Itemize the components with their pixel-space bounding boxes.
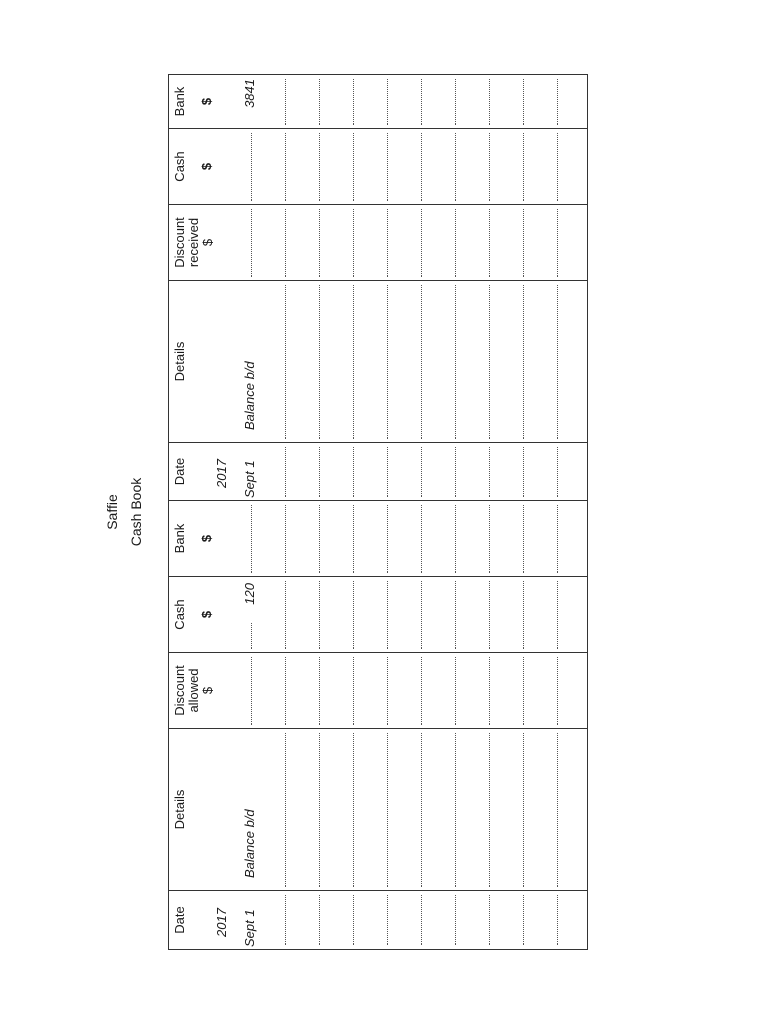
dotted-entry-line	[387, 581, 388, 649]
debit-cash-header	[173, 577, 214, 652]
credit-bank-header	[173, 75, 214, 128]
dotted-entry-line	[557, 209, 558, 277]
dotted-entry-line	[489, 581, 490, 649]
dotted-entry-line	[353, 657, 354, 725]
dotted-entry-line	[421, 733, 422, 887]
dotted-entry-line	[387, 657, 388, 725]
dotted-entry-line	[489, 79, 490, 125]
dotted-entry-line	[285, 285, 286, 439]
credit-bank-currency: $	[199, 97, 214, 106]
credit-row-date: Sept 1	[242, 460, 257, 498]
debit-discount-header-line1: Discount	[172, 665, 187, 716]
dotted-entry-line	[251, 505, 252, 573]
dotted-entry-line	[251, 209, 252, 277]
dotted-entry-line	[455, 733, 456, 887]
dotted-entry-line	[319, 209, 320, 277]
dotted-entry-line	[387, 733, 388, 887]
dotted-entry-line	[421, 581, 422, 649]
credit-date-header: Date	[172, 457, 187, 486]
dotted-entry-line	[319, 447, 320, 497]
credit-cash-header	[173, 129, 214, 204]
credit-row-details: Balance b/d	[242, 361, 257, 430]
credit-details-column	[169, 281, 587, 443]
dotted-entry-line	[285, 447, 286, 497]
dotted-entry-line	[557, 447, 558, 497]
dotted-entry-line	[319, 733, 320, 887]
credit-date-column	[169, 443, 587, 501]
dotted-entry-line	[489, 209, 490, 277]
dotted-entry-line	[285, 79, 286, 125]
credit-cash-column	[169, 129, 587, 205]
credit-bank-column	[169, 75, 587, 129]
dotted-entry-line	[285, 209, 286, 277]
dotted-entry-line	[319, 79, 320, 125]
dotted-entry-line	[455, 657, 456, 725]
dotted-entry-line	[319, 505, 320, 573]
credit-year: 2017	[214, 459, 229, 488]
debit-bank-currency: $	[199, 534, 214, 543]
dotted-entry-line	[285, 733, 286, 887]
dotted-entry-line	[489, 895, 490, 945]
credit-discount-header-line1: Discount	[172, 217, 187, 268]
dotted-entry-line	[523, 133, 524, 201]
debit-discount-column	[169, 653, 587, 729]
dotted-entry-line	[353, 285, 354, 439]
debit-bank-column	[169, 501, 587, 577]
dotted-entry-line	[557, 657, 558, 725]
debit-date-header: Date	[172, 906, 187, 934]
dotted-entry-line	[353, 895, 354, 945]
dotted-entry-line	[523, 733, 524, 887]
debit-row-details: Balance b/d	[242, 809, 257, 878]
dotted-entry-line	[523, 895, 524, 945]
dotted-entry-line	[285, 133, 286, 201]
dotted-entry-line	[421, 505, 422, 573]
debit-discount-header	[173, 653, 215, 728]
credit-discount-header	[173, 205, 215, 280]
dotted-entry-line	[353, 79, 354, 125]
dotted-entry-line	[421, 133, 422, 201]
dotted-entry-line	[353, 581, 354, 649]
dotted-entry-line	[455, 581, 456, 649]
dotted-entry-line	[319, 581, 320, 649]
dotted-entry-line	[523, 447, 524, 497]
credit-cash-header-label: Cash	[172, 151, 187, 182]
cash-book-table	[168, 74, 588, 950]
debit-cash-currency: $	[199, 610, 214, 619]
dotted-entry-line	[353, 733, 354, 887]
debit-row-date: Sept 1	[242, 909, 257, 947]
dotted-entry-line	[285, 895, 286, 945]
debit-year: 2017	[214, 908, 229, 937]
credit-discount-column	[169, 205, 587, 281]
debit-cash-header-label: Cash	[172, 599, 187, 630]
dotted-entry-line	[455, 79, 456, 125]
dotted-entry-line	[421, 447, 422, 497]
dotted-entry-line	[421, 285, 422, 439]
dotted-entry-line	[421, 895, 422, 945]
dotted-entry-line	[387, 209, 388, 277]
dotted-entry-line	[319, 657, 320, 725]
dotted-entry-line	[523, 505, 524, 573]
dotted-entry-line	[557, 581, 558, 649]
debit-details-column	[169, 729, 587, 891]
dotted-entry-line	[251, 133, 252, 201]
dotted-entry-line	[421, 657, 422, 725]
dotted-entry-line	[353, 447, 354, 497]
dotted-entry-line	[489, 133, 490, 201]
dotted-entry-line	[319, 133, 320, 201]
debit-discount-header-line2: allowed	[186, 668, 201, 713]
dotted-entry-line	[387, 505, 388, 573]
dotted-entry-line	[523, 657, 524, 725]
dotted-entry-line	[387, 133, 388, 201]
dotted-entry-line	[455, 209, 456, 277]
dotted-entry-line	[319, 285, 320, 439]
dotted-entry-line	[455, 285, 456, 439]
credit-discount-currency: $	[200, 238, 215, 247]
dotted-entry-line	[489, 447, 490, 497]
dotted-entry-line	[319, 895, 320, 945]
dotted-entry-line	[557, 505, 558, 573]
dotted-entry-line	[353, 133, 354, 201]
debit-discount-currency: $	[200, 686, 215, 695]
dotted-entry-line	[523, 209, 524, 277]
debit-bank-header	[173, 501, 214, 576]
dotted-entry-line	[557, 733, 558, 887]
dotted-entry-line	[455, 895, 456, 945]
dotted-entry-line	[285, 657, 286, 725]
credit-discount-header-line2: received	[186, 217, 201, 268]
dotted-entry-line	[455, 447, 456, 497]
dotted-entry-line	[421, 79, 422, 125]
dotted-entry-line	[489, 505, 490, 573]
credit-details-header: Details	[172, 341, 187, 382]
debit-row-cash: 120	[242, 583, 257, 605]
debit-date-column	[169, 891, 587, 949]
dotted-entry-line	[251, 623, 252, 649]
dotted-entry-line	[489, 285, 490, 439]
dotted-entry-line	[489, 733, 490, 887]
dotted-entry-line	[285, 505, 286, 573]
credit-cash-currency: $	[199, 162, 214, 171]
dotted-entry-line	[523, 79, 524, 125]
dotted-entry-line	[557, 895, 558, 945]
book-title: Cash Book	[128, 477, 144, 547]
dotted-entry-line	[387, 447, 388, 497]
dotted-entry-line	[387, 895, 388, 945]
dotted-entry-line	[523, 285, 524, 439]
dotted-entry-line	[353, 209, 354, 277]
dotted-entry-line	[557, 285, 558, 439]
debit-details-header: Details	[172, 789, 187, 830]
dotted-entry-line	[421, 209, 422, 277]
dotted-entry-line	[557, 133, 558, 201]
dotted-entry-line	[523, 581, 524, 649]
dotted-entry-line	[489, 657, 490, 725]
dotted-entry-line	[285, 581, 286, 649]
dotted-entry-line	[557, 79, 558, 125]
dotted-entry-line	[455, 505, 456, 573]
dotted-entry-line	[353, 505, 354, 573]
credit-row-bank: 3841	[242, 79, 257, 108]
credit-bank-header-label: Bank	[172, 86, 187, 117]
dotted-entry-line	[251, 657, 252, 725]
dotted-entry-line	[455, 133, 456, 201]
dotted-entry-line	[387, 285, 388, 439]
debit-cash-column	[169, 577, 587, 653]
owner-name: Saffie	[104, 494, 120, 530]
debit-bank-header-label: Bank	[172, 523, 187, 554]
dotted-entry-line	[387, 79, 388, 125]
